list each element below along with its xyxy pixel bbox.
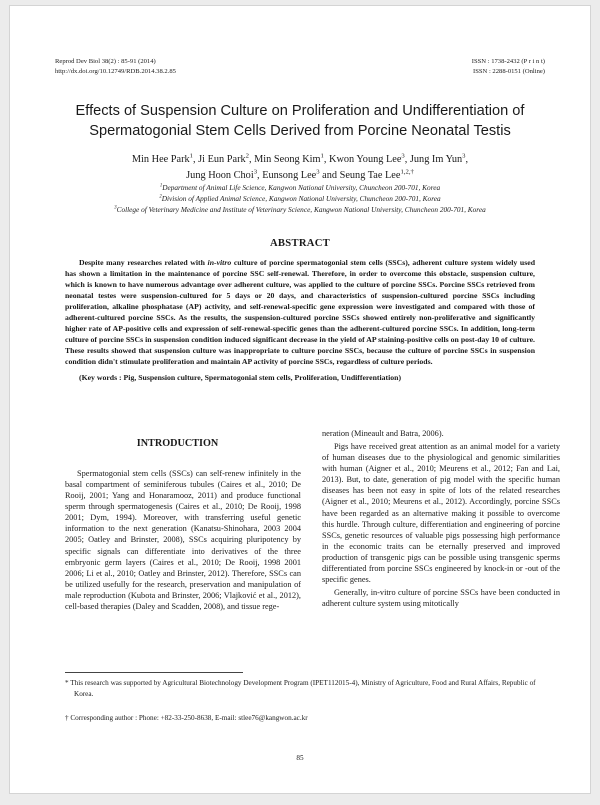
author-list: [50, 152, 550, 184]
author-line-2: Jung Hoon Choi$^3$, Eunsong Lee$^3$ and Seung Tae Lee$^{1,2,\dagger}$: [186, 168, 414, 181]
intro-left-column: Spermatogonial stem cells (SSCs) can self-renew infinitely in the basal compartment of seminiferous tubules (Caires et al., 2010; De Rooij, 2001; Yang and Honaramooz, 2011) and produce functional sperm through spermatogenesis (Caires et al., 2010; De Rooij, 1998 2001; Dym, 1994). Moreover, with transferring useful genetic information to the next generation (Kanatsu-Shinohara, 2003 2004 2005; Oatley and Brinster, 2008), SSCs acquiring pluripotency by specific signals can differentiate into derivatives of the three embryonic germ layers (Caires et al., 2010; De Rooij, 1998 2001 2006; Li et al., 2010; Oatley and Brinster, 2012). Therefore, SSCs can be utilized usefully for the research, preservation and manipulation of male reproduction (Kubota and Brinster, 2006; Vlajković et al., 2012), cell-based therapies (Daley and Scadden, 2008), and tissue rege-: [65, 469, 301, 611]
affiliation: [50, 193, 550, 204]
journal-page: [9, 5, 591, 794]
affiliation: [50, 182, 550, 193]
abstract-italic: in-vitro: [207, 258, 232, 267]
intro-paragraph: Pigs have received great attention as an animal model for a variety of human diseases due to the physiological and genomic similarities with human (Aigner et al., 2010; Meurens et al., 2012; Fan and Lai, 2013). But, to date, generation of pig model with the specific human diseases has been not easy in spite of lots of the related researches (Aigner et al., 2010; Meurens et al., 2012). Accordingly, porcine SSCs have been regarded as an alternative making it possible to overcome this hurdle. Through culture, differentiation and engineering of porcine SSCs, genetic resources of valuable pigs possessing high performance in the economic traits can be eternally preserved and improved production of transgenic pigs can be possible using transgenic sperms differentiated from porcine SSCs engineered by knock-in or -out of the specific genes.: [322, 442, 560, 585]
affiliation-list: [50, 182, 550, 215]
author-affil-mark: 2: [245, 152, 249, 160]
intro-continuation: neration (Mineault and Batra, 2006).: [322, 429, 444, 438]
author-name: Min Seong Kim: [254, 154, 321, 165]
author-affil-mark: 1: [320, 152, 324, 160]
author-name: Ji Eun Park: [198, 154, 246, 165]
intro-right-column: [322, 428, 560, 609]
journal-citation: Reprod Dev Biol 38(2) : 85-91 (2014): [55, 58, 156, 65]
intro-paragraph: Generally, in-vitro culture of porcine SSCs have been conducted in adherent culture system using mitotically: [322, 588, 560, 609]
article-title: [50, 101, 550, 141]
issn-header: [472, 57, 545, 76]
issn-print: ISSN : 1738-2432 (P r i n t): [471, 58, 545, 65]
author-affil-mark: 3: [401, 152, 405, 160]
author-name: Min Hee Park: [131, 154, 190, 165]
author-affil-mark: 1,2,†: [400, 168, 414, 176]
corresponding-footnote: † Corresponding author : Phone: +82-33-250-8638, E-mail: stlee76@kangwon.ac.kr: [65, 714, 308, 722]
abstract-body: [65, 257, 535, 367]
footnote-divider: [65, 672, 243, 673]
abstract-text: Despite many researches related with: [79, 258, 208, 267]
affil-mark: 2: [159, 194, 162, 200]
abstract-heading: ABSTRACT: [269, 238, 331, 249]
affil-mark: 3: [114, 205, 117, 211]
affiliation: [50, 204, 550, 215]
affil-mark: 1: [159, 183, 163, 189]
author-affil-mark: 3: [462, 152, 466, 160]
title-line-2: Spermatogonial Stem Cells Derived from Porcine Neonatal Testis: [89, 123, 511, 139]
abstract-text: culture of porcine spermatogonial stem cells (SSCs), adherent culture system widely used has shown a limitation in the maintenance of porcine SSC self-renewal. Therefore, in order to overcome this obstacle, suspension culture, which is known to have numerous advantage over adherent culture, was applied to the culture of porcine SSCs. Porcine SSCs retrieved from neonatal testes were suspension-cultured for 5 days or 20 days, and characteristics of suspension-cultured porcine SSCs including proliferation, alkaline phosphatase (AP) activity, and self-renewal-specific gene expression were investigated and compared with those of adherent-cultured porcine SSCs. As the results, the suspension-cultured porcine SSCs showed entirely non-proliferative and significantly higher rate of AP-positive cells and expression of self-renewal-specific genes than the adherent-cultured porcine SSCs. In addition, long-term culture of porcine SSCs in suspension condition induced significant decrease in the yield of AP staining-positive cells on post-day 10 of culture. These results showed that suspension culture was inappropriate to culture porcine SSCs, because the culture of porcine SSCs in suspension condition didn't stimulate proliferation and maintain AP activity of porcine SSCs, regardless of culture periods.: [65, 258, 535, 366]
issn-online: ISSN : 2288-0151 (Online): [473, 67, 545, 75]
introduction-heading: INTRODUCTION: [136, 438, 219, 449]
title-line-1: Effects of Suspension Culture on Proliferation and Undifferentiation of: [75, 103, 525, 119]
author-affil-mark: 3: [253, 168, 258, 176]
affil-text: Division of Applied Animal Science, Kangwon National University, Chuncheon 200-701, Korea: [161, 194, 441, 203]
author-name: Jung Hoon Choi: [186, 170, 254, 181]
affil-text: Department of Animal Life Science, Kangwon National University, Chuncheon 200-701, Korea: [162, 183, 441, 192]
keywords: (Key words : Pig, Suspension culture, Spermatogonial stem cells, Proliferation, Undifferentiation): [79, 373, 402, 382]
funding-footnote: * This research was supported by Agricultural Biotechnology Development Program (IPET112015-4), Ministry of Agriculture, Food and Rural Affairs, Republic of Korea.: [65, 679, 536, 698]
page-number: 85: [296, 754, 304, 762]
author-name: Eunsong Lee: [262, 170, 317, 181]
author-name: Seung Tae Lee: [339, 170, 401, 181]
affil-text: College of Veterinary Medicine and Institute of Veterinary Science, Kangwon National University, Chuncheon 200-701, Korea: [116, 205, 486, 214]
author-line-1: Min Hee Park$^1$, Ji Eun Park$^2$, Min Seong Kim$^1$, Kwon Young Lee$^3$, Jung Im Yun$^3$,: [131, 152, 469, 165]
author-name: Jung Im Yun: [409, 154, 463, 165]
author-name: Kwon Young Lee: [329, 154, 402, 165]
author-affil-mark: 3: [316, 168, 320, 176]
doi-link[interactable]: http://dx.doi.org/10.12749/RDB.2014.38.2.85: [55, 67, 176, 75]
journal-header: [55, 57, 176, 76]
author-affil-mark: 1: [189, 152, 194, 160]
